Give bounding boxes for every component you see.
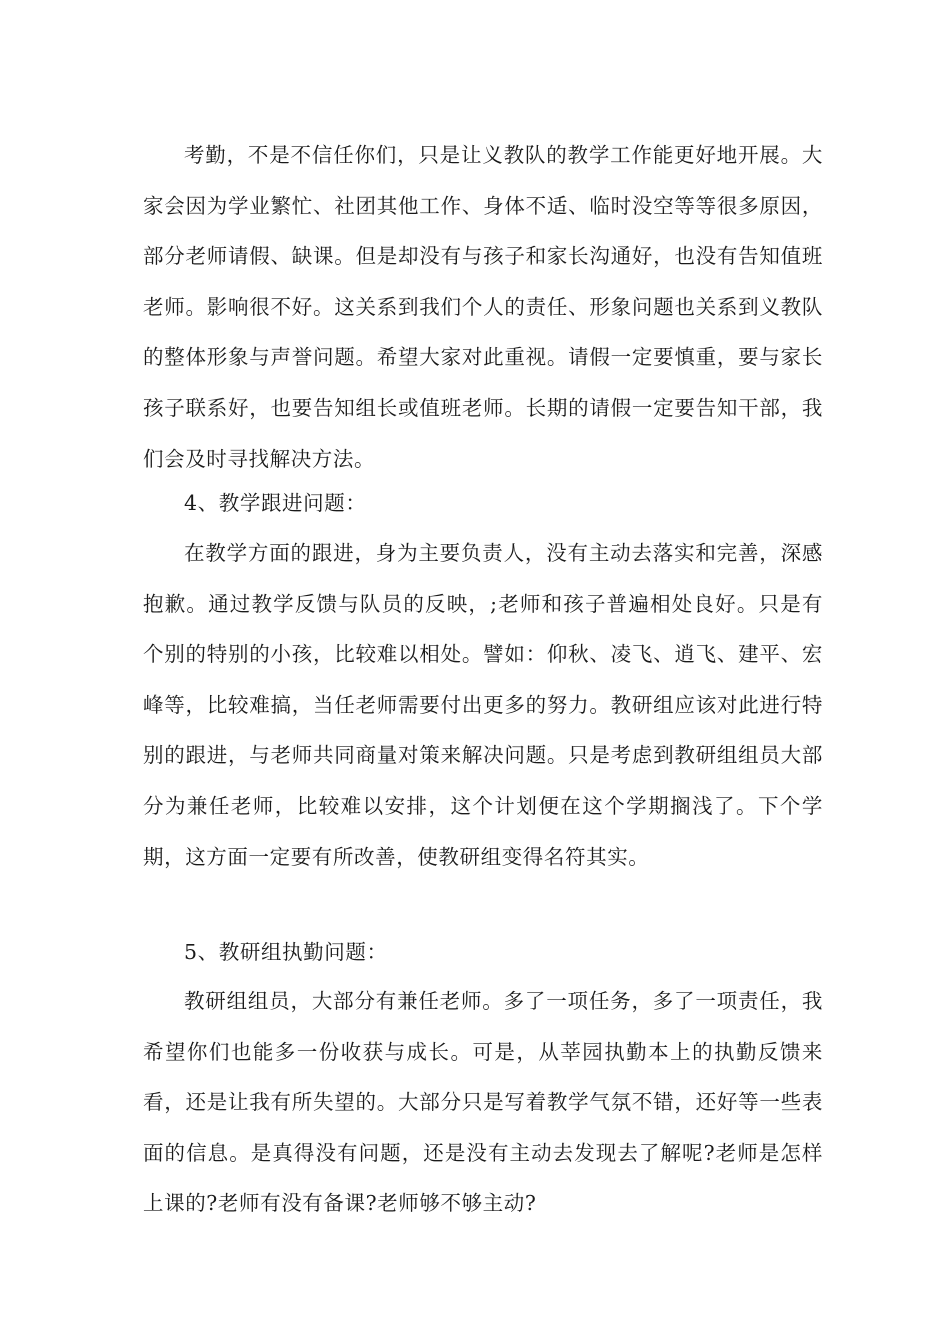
duty-heading-block	[143, 927, 823, 978]
teaching-followup-heading-block	[143, 478, 823, 529]
paragraph-attendance: 考勤，不是不信任你们，只是让义教队的教学工作能更好地开展。大家会因为学业繁忙、社团其他工作、身体不适、临时没空等等很多原因，部分老师请假、缺课。但是却没有与孩子和家长沟通好，也没有告知值班老师。影响很不好。这关系到我们个人的责任、形象问题也关系到义教队的整体形象与声誉问题。希望大家对此重视。请假一定要慎重，要与家长孩子联系好，也要告知组长或值班老师。长期的请假一定要告知干部，我们会及时寻找解决方法。	[143, 143, 823, 471]
duty-section	[143, 976, 823, 1229]
paragraph-teaching-followup: 在教学方面的跟进，身为主要负责人，没有主动去落实和完善，深感抱歉。通过教学反馈与队员的反映，;老师和孩子普遍相处良好。只是有个别的特别的小孩，比较难以相处。譬如：仰秋、凌飞、逍飞、建平、宏峰等，比较难搞，当任老师需要付出更多的努力。教研组应该对此进行特别的跟进，与老师共同商量对策来解决问题。只是考虑到教研组组员大部分为兼任老师，比较难以安排，这个计划便在这个学期搁浅了。下个学期，这方面一定要有所改善，使教研组变得名符其实。	[143, 541, 823, 869]
heading-teaching-followup: 4、教学跟进问题：	[184, 491, 367, 515]
heading-duty: 5、教研组执勤问题：	[184, 940, 388, 964]
attendance-section	[143, 130, 823, 484]
paragraph-duty: 教研组组员，大部分有兼任老师。多了一项任务，多了一项责任，我希望你们也能多一份收获与成长。可是，从莘园执勤本上的执勤反馈来看，还是让我有所失望的。大部分只是写着教学气氛不错，还好等一些表面的信息。是真得没有问题，还是没有主动去发现去了解呢?老师是怎样上课的?老师有没有备课?老师够不够主动?	[143, 989, 823, 1216]
teaching-followup-section	[143, 528, 823, 882]
